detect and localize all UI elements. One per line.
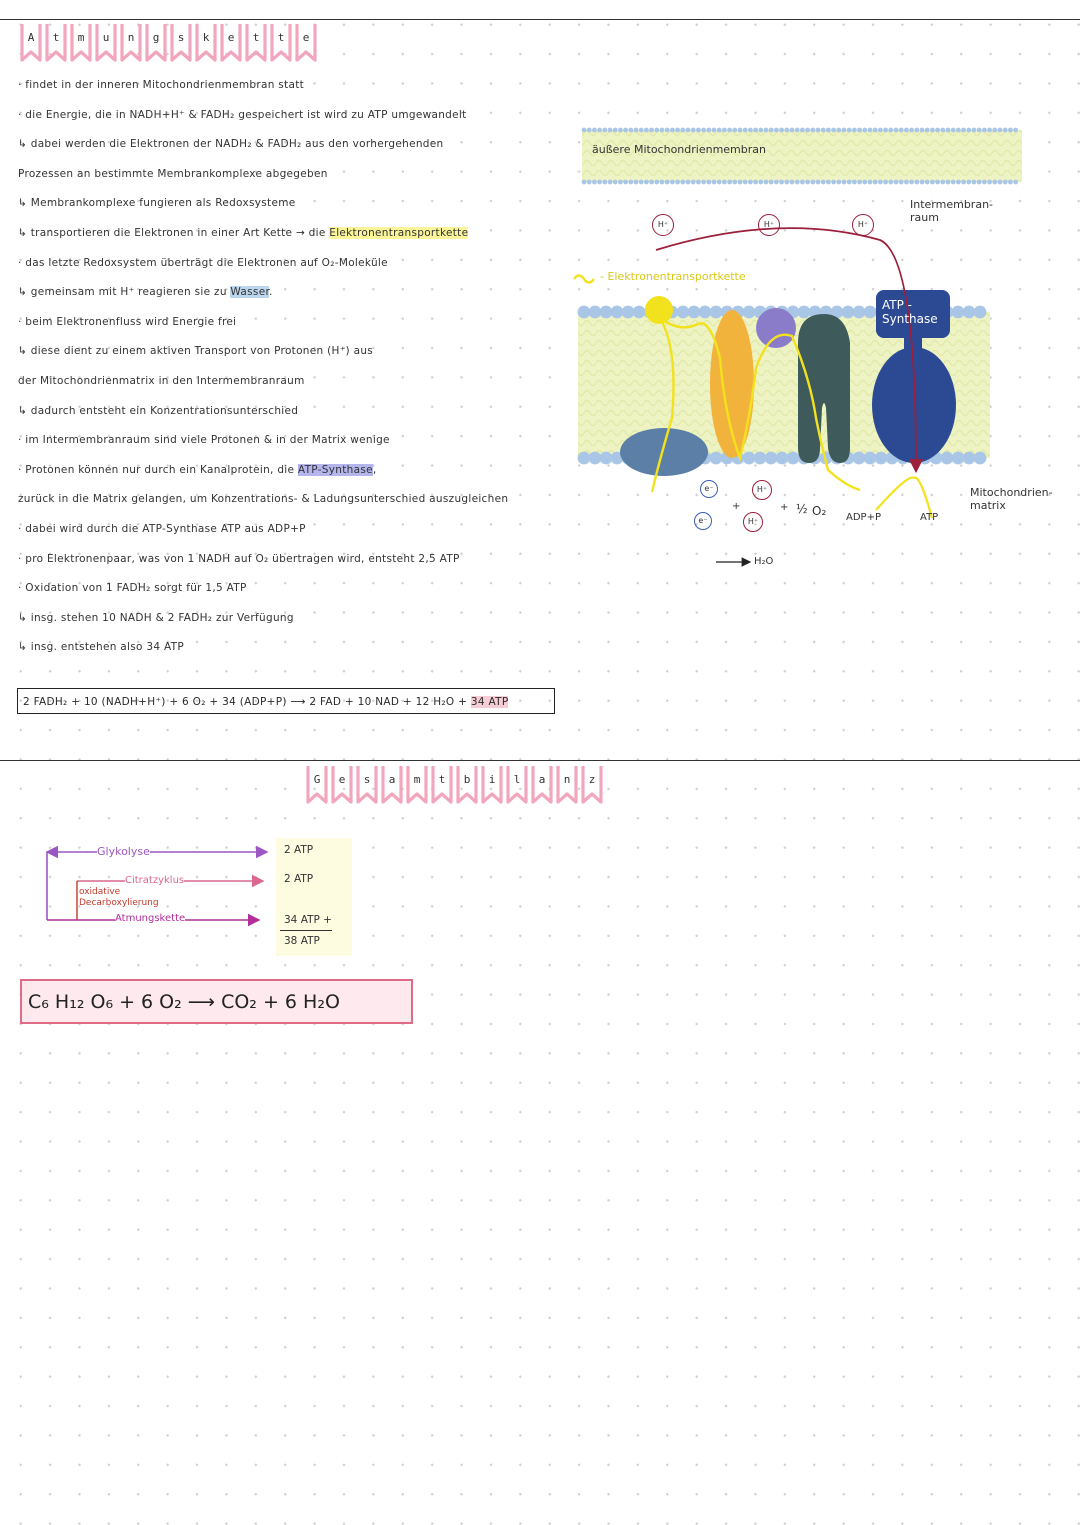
matrix-line-2: matrix [970, 499, 1006, 512]
title-banner-letter: z [588, 773, 596, 786]
title-banner-letter: i [488, 773, 496, 786]
glycolysis-label: Glykolyse [97, 845, 150, 858]
atp-label: ATP [920, 512, 939, 523]
proton-circle: H⁺ [743, 512, 763, 532]
title-banner-letter: e [302, 31, 310, 44]
title-banner-flag [20, 22, 42, 62]
note-text: ↳ transportieren die Elektronen in einer Art Kette → die [18, 226, 326, 239]
matrix-line-1: Mitochondrien- [970, 486, 1053, 499]
note-line [18, 224, 618, 254]
highlight-elektronentransportkette: Elektronentransportkette [329, 226, 469, 239]
title-banner-flag [331, 764, 353, 804]
note-line: · beim Elektronenfluss wird Energie frei [18, 315, 237, 328]
title-banner-flag [145, 22, 167, 62]
note-line: zurück in die Matrix gelangen, um Konzentrations- & Ladungsunterschied auszugleichen [18, 493, 509, 506]
oxygen-label: O₂ [812, 504, 827, 518]
glucose-equation-box [20, 979, 413, 1024]
proton-circle: H⁺ [752, 480, 772, 500]
note-line: ↳ dadurch entsteht ein Konzentrationsunterschied [18, 404, 299, 417]
note-line [18, 283, 618, 313]
title-banner-flag [381, 764, 403, 804]
cytochrome-c [756, 308, 796, 348]
atp-synthase-line-2: Synthase [882, 312, 938, 326]
proton-circle: H⁺ [652, 214, 674, 236]
title-banner-letter: t [438, 773, 446, 786]
title-banner-flag [45, 22, 67, 62]
ubiquinone [645, 296, 673, 324]
title-banner-letter: e [227, 31, 235, 44]
title-banner-letter: g [152, 31, 160, 44]
title-banner-letter: a [388, 773, 396, 786]
oxidative-line-2: Decarboxylierung [79, 898, 159, 908]
highlight-wasser: Wasser [230, 286, 270, 299]
title-banner-flag [481, 764, 503, 804]
note-text: · Protonen können nur durch ein Kanalprotein, die [18, 463, 295, 476]
electron-circle: e⁻ [694, 512, 712, 530]
title-banner-letter: n [563, 773, 571, 786]
punctuation: , [372, 463, 377, 476]
title-banner-flag [120, 22, 142, 62]
note-line: · die Energie, die in NADH+H⁺ & FADH₂ gespeichert ist wird zu ATP umgewandelt [18, 108, 467, 121]
title-banner-letter: e [338, 773, 346, 786]
electron-circle: e⁻ [700, 480, 718, 498]
title-banner-letter: b [463, 773, 471, 786]
electron-path-legend-icon [574, 276, 594, 283]
adp-label: ADP+P [846, 512, 881, 523]
atp-synthase-line-1: ATP - [882, 298, 912, 312]
title-banner-flag [220, 22, 242, 62]
title-banner-letter: u [102, 31, 110, 44]
title-banner-flag [195, 22, 217, 62]
intermembrane-label [910, 198, 993, 224]
title-banner-letter: m [77, 31, 85, 44]
title-banner-flag [70, 22, 92, 62]
title-banner-flag [170, 22, 192, 62]
intermembrane-line-1: Intermembran- [910, 198, 994, 211]
outer-membrane-label [592, 143, 766, 156]
plus-sign: + [732, 501, 741, 512]
notes-list [18, 76, 618, 668]
title-banner-flag [556, 764, 578, 804]
atp-yield-chain [284, 914, 332, 926]
title-banner-letter: k [202, 31, 210, 44]
title-banner-flag [270, 22, 292, 62]
title-banner-flag [581, 764, 603, 804]
note-line: · im Intermembranraum sind viele Protonen & in der Matrix wenige [18, 434, 390, 447]
title-banner-letter: G [313, 773, 321, 786]
title-banner-flag [506, 764, 528, 804]
oxidative-decarboxylation-label [79, 887, 159, 909]
matrix-label [970, 486, 1053, 512]
title-banner-flag [95, 22, 117, 62]
title-banner-flag [306, 764, 328, 804]
note-line: Prozessen an bestimmte Membrankomplexe abgegeben [18, 167, 328, 180]
atp-plus-sign: + [323, 914, 332, 926]
title-banner-letter: l [513, 773, 521, 786]
atp-yield-citrate: 2 ATP [284, 873, 314, 885]
overall-equation-box [17, 688, 555, 714]
title-banner-letter: m [413, 773, 421, 786]
note-line: · das letzte Redoxsystem überträgt die Elektronen auf O₂-Moleküle [18, 256, 388, 269]
title-banner-gesamtbilanz [306, 764, 603, 804]
title-banner-flag [295, 22, 317, 62]
note-text: ↳ gemeinsam mit H⁺ reagieren sie zu [18, 286, 227, 299]
title-banner-letter: n [127, 31, 135, 44]
atp-synthase-label [882, 298, 938, 326]
title-banner-letter: t [252, 31, 260, 44]
title-banner-flag [406, 764, 428, 804]
atp-yield-total: 38 ATP [284, 935, 320, 947]
section-divider [0, 760, 1080, 761]
note-line: · Oxidation von 1 FADH₂ sorgt für 1,5 ATP [18, 582, 247, 595]
title-banner-flag [531, 764, 553, 804]
top-divider [0, 19, 1080, 20]
outer-membrane-text: äußere Mitochondrienmembran [592, 143, 766, 156]
water-label: H₂O [754, 556, 774, 567]
title-banner-letter: A [27, 31, 35, 44]
title-banner-flag [356, 764, 378, 804]
proton-circle: H⁺ [758, 214, 780, 236]
title-banner-letter: t [277, 31, 285, 44]
highlight-atp-synthase: ATP-Synthase [297, 463, 373, 476]
atp-yield-chain-value: 34 ATP [284, 914, 320, 926]
note-line: ↳ diese dient zu einem aktiven Transport von Protonen (H⁺) aus [18, 345, 374, 358]
electron-transport-diagram [560, 118, 1080, 588]
atp-yield-glycolysis: 2 ATP [284, 844, 314, 856]
plus-sign: + [780, 502, 789, 513]
title-banner-flag [456, 764, 478, 804]
title-banner-letter: a [538, 773, 546, 786]
atp-sum-line [280, 930, 332, 931]
punctuation: . [269, 286, 273, 299]
intermembrane-line-2: raum [910, 211, 939, 224]
note-line: ↳ Membrankomplexe fungieren als Redoxsysteme [18, 197, 296, 210]
proton-circle: H⁺ [852, 214, 874, 236]
title-banner-letter: t [52, 31, 60, 44]
half-fraction: ½ [796, 502, 808, 516]
glucose-equation: C₆ H₁₂ O₆ + 6 O₂ ⟶ CO₂ + 6 H₂O [28, 991, 340, 1013]
note-line: ↳ insg. stehen 10 NADH & 2 FADH₂ zur Verfügung [18, 611, 294, 624]
electron-transport-chain-label: - Elektronentransportkette [600, 270, 746, 283]
note-line: der Mitochondrienmatrix in den Intermembranraum [18, 374, 305, 387]
outer-membrane [582, 128, 1022, 185]
title-banner-letter: s [363, 773, 371, 786]
note-line [18, 461, 618, 491]
respiratory-chain-label: Atmungskette [115, 913, 186, 924]
equation-atp-highlight: 34 ATP [470, 696, 509, 708]
title-banner-atmungskette [20, 22, 317, 62]
note-line: · dabei wird durch die ATP-Synthase ATP aus ADP+P [18, 522, 306, 535]
note-line: ↳ insg. entstehen also 34 ATP [18, 641, 184, 654]
note-line: ↳ dabei werden die Elektronen der NADH₂ & FADH₂ aus den vorhergehenden [18, 138, 444, 151]
citrate-cycle-label: Citratzyklus [125, 875, 185, 886]
complex-one [620, 428, 708, 476]
note-line: · pro Elektronenpaar, was von 1 NADH auf O₂ übertragen wird, entsteht 2,5 ATP [18, 552, 460, 565]
title-banner-letter: s [177, 31, 185, 44]
oxidative-line-1: oxidative [79, 887, 121, 897]
title-banner-flag [431, 764, 453, 804]
title-banner-flag [245, 22, 267, 62]
note-line: · findet in der inneren Mitochondrienmembran statt [18, 79, 305, 91]
equation-text: 2 FADH₂ + 10 (NADH+H⁺) + 6 O₂ + 34 (ADP+P) ⟶ 2 FAD + 10 NAD + 12 H₂O + [23, 696, 468, 708]
